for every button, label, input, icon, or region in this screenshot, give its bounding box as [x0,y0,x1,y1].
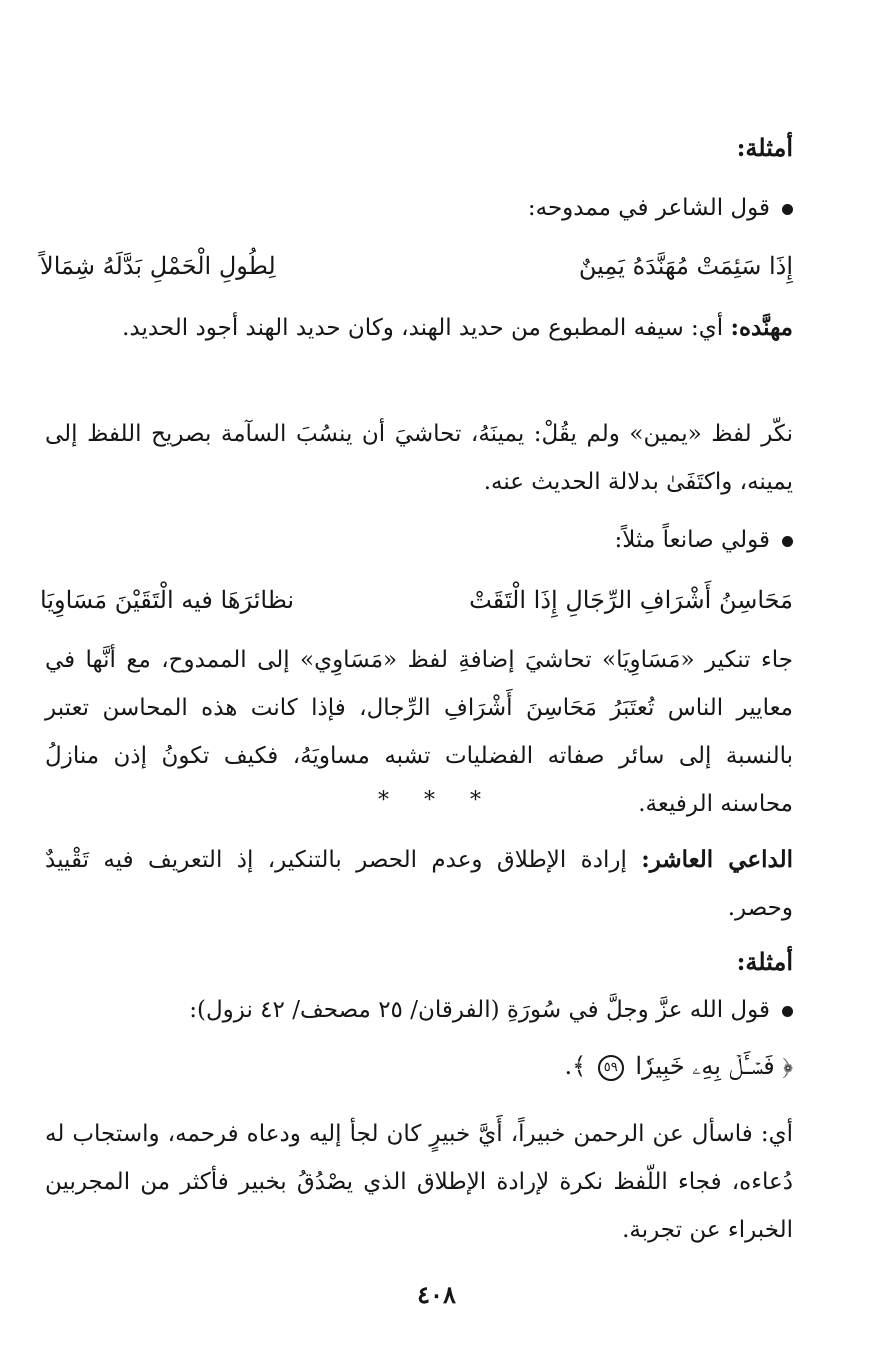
gloss-term: مهنَّده: [730,314,793,341]
explanation-paragraph: نكّر لفظ «يمين» ولم يقُلْ: يمينَهُ، تحاشيَ أن ينسُبَ السآمة بصريح اللفظ إلى يمينه، واكتَفَىٰ بدلالة الحديث عنه. [45,421,793,495]
quran-close-bracket: ﴾. [564,1052,587,1080]
section-title-label: الداعي العاشر: [641,846,793,873]
verse-first-hemistich: مَحَاسِنُ أَشْرَافِ الرِّجَالِ إِذَا الْتَقَتْ [469,586,793,614]
bullet-item [45,990,793,1030]
bullet-text: قول الله عزَّ وجلَّ في سُورَةِ (الفرقان/ ٢٥ مصحف/ ٤٢ نزول): [189,997,770,1023]
gloss-text: أي: سيفه المطبوع من حديد الهند، وكان حديد الهند أجود الحديد. [122,315,724,341]
bullet-item [45,520,793,560]
explanation-paragraph: أي: فاسأل عن الرحمن خبيراً، أَيَّ خبيرٍ كان لجأ إليه ودعاه فرحمه، واستجاب له دُعاءه، فجاء اللّفظ نكرة لإرادة الإطلاق الذي يصْدُقُ بخبير فأكثر من المجربين الخبراء عن تجربة. [45,1121,793,1243]
ayah-number-badge: ٥٩ [598,1055,624,1081]
bullet-icon [782,536,793,547]
quran-text: فَسۡـَٔلۡ بِهِۦ خَبِيرٗا [635,1052,775,1080]
explanation-paragraph: جاء تنكير «مَسَاوِيَا» تحاشيَ إضافةِ لفظ «مَسَاوِي» إلى الممدوح، مع أنَّها في معايير الناس تُعتَبَرُ مَحَاسِنَ أَشْرَافِ الرِّجال، فإذا كانت هذه المحاسن تعتبر بالنسبة إلى سائر صفاته الفضليات تشبه مساويَهُ، فكيف تكونُ إذن منازلُ محاسنه الرفيعة. [45,647,793,817]
bullet-icon [782,204,793,215]
bullet-icon [782,1006,793,1017]
verse-first-hemistich: إِذَا سَئِمَتْ مُهَنَّدَهُ يَمِينٌ [578,252,793,280]
bullet-text: قول الشاعر في ممدوحه: [527,195,770,221]
section-title-text: إرادة الإطلاق وعدم الحصر بالتنكير، إذ التعريف فيه تَقْييدٌ وحصر. [45,847,793,921]
quran-verse [45,1046,793,1086]
quran-open-bracket: ﴿ [782,1052,793,1080]
gloss-paragraph [45,304,793,352]
poetry-verse [40,246,793,286]
poetry-verse [40,580,793,620]
examples-heading: أمثلة: [736,947,793,976]
examples-heading: أمثلة: [736,133,793,162]
verse-second-hemistich: لِطُولِ الْحَمْلِ بَدَّلَهُ شِمَالاً [40,252,276,280]
section-title-paragraph [45,836,793,932]
page-number: ٤٠٨ [417,1280,456,1309]
bullet-item [45,188,793,228]
section-separator: * * * [378,788,495,813]
bullet-text: قولي صانعاً مثلاً: [614,527,770,553]
verse-second-hemistich: نظائرَهَا فيه الْتَقَيْنَ مَسَاوِيَا [40,586,295,614]
